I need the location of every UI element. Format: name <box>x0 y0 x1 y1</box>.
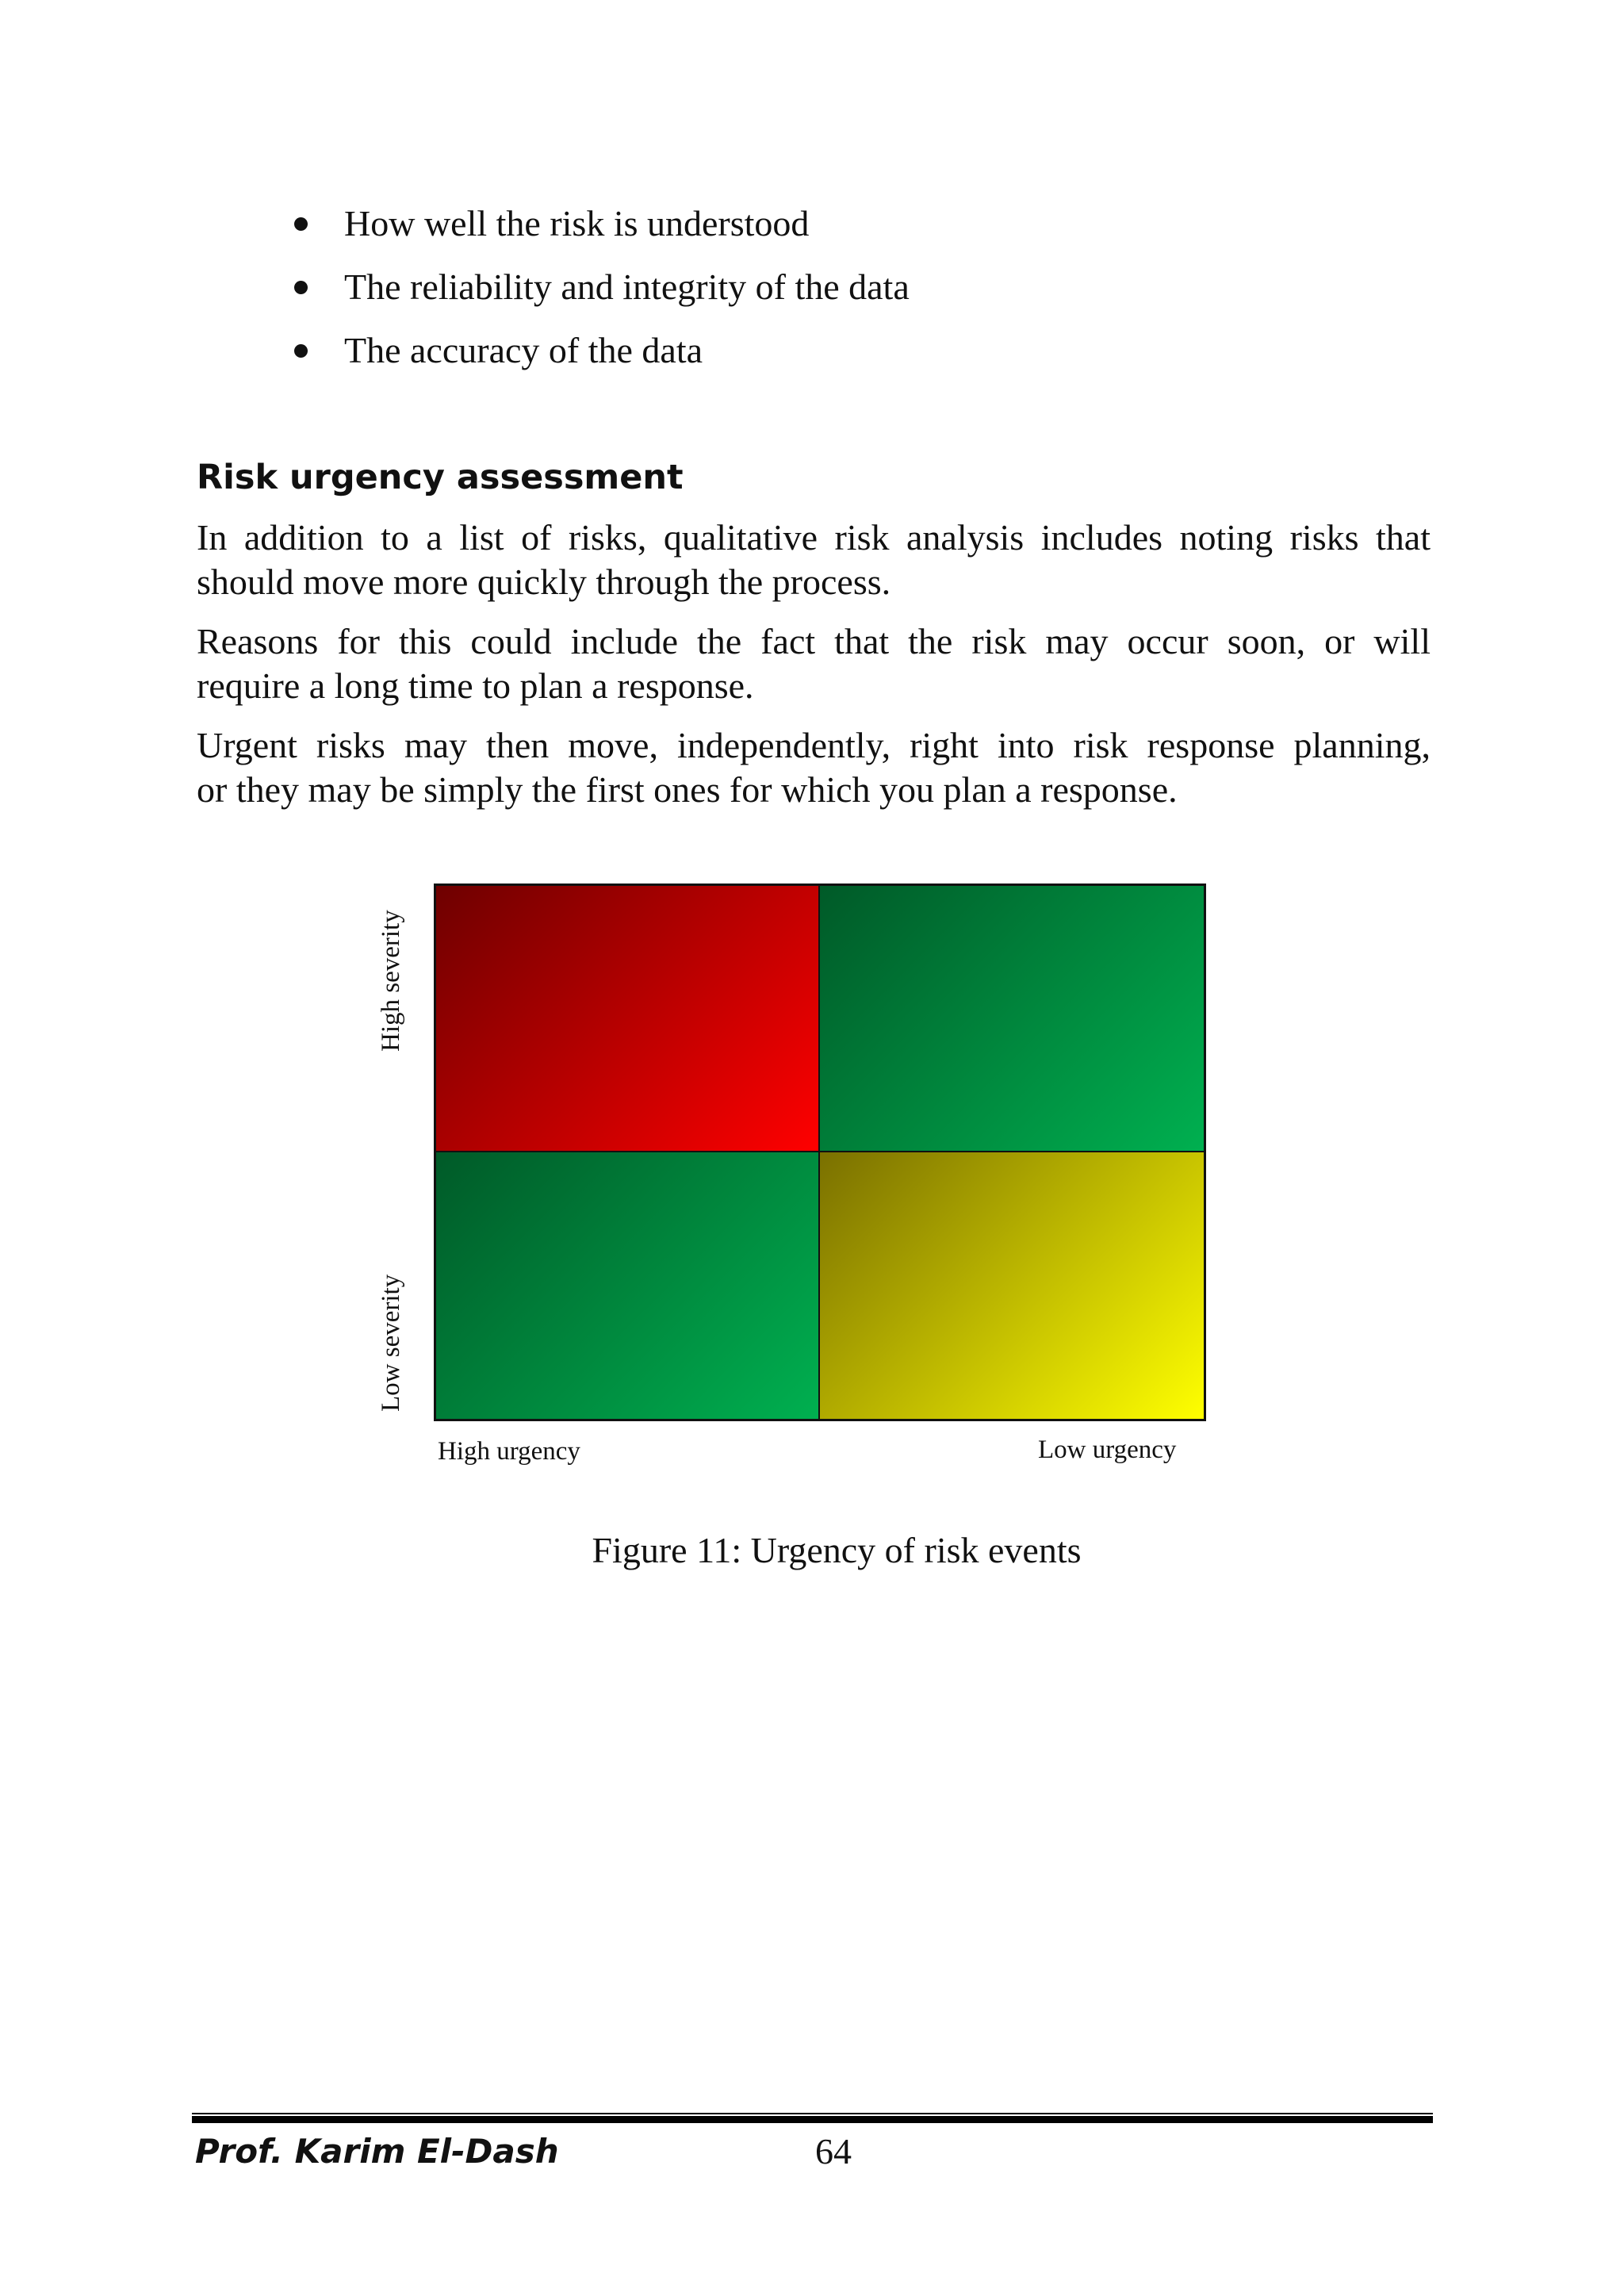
bullet-icon <box>294 344 308 358</box>
footer-rule-thin <box>192 2113 1433 2114</box>
paragraph: Urgent risks may then move, independently, right into risk response planning, or they may be simply the first ones for which you plan a response. <box>197 725 1431 810</box>
bullet-icon <box>294 281 308 294</box>
quadrant-low-severity-high-urgency <box>436 1152 820 1419</box>
footer-rule <box>192 2116 1433 2123</box>
quadrant-high-severity-low-urgency <box>820 886 1204 1152</box>
urgency-severity-matrix <box>434 884 1206 1421</box>
section-heading: Risk urgency assessment <box>197 458 684 497</box>
quadrant-low-severity-low-urgency <box>820 1152 1204 1419</box>
paragraph: In addition to a list of risks, qualitative risk analysis includes noting risks that should move more quickly through the process. <box>197 517 1431 602</box>
y-label-high-severity: High severity <box>377 910 405 1052</box>
x-label-low-urgency: Low urgency <box>1038 1435 1177 1464</box>
quadrant-high-severity-high-urgency <box>436 886 820 1152</box>
y-label-low-severity: Low severity <box>377 1274 405 1412</box>
paragraph: Reasons for this could include the fact that the risk may occur soon, or will require a long time to plan a response. <box>197 621 1431 706</box>
page-number: 64 <box>815 2131 852 2171</box>
footer-author: Prof. Karim El-Dash <box>195 2132 559 2171</box>
x-label-high-urgency: High urgency <box>438 1437 580 1466</box>
bullet-icon <box>294 217 308 231</box>
figure-caption: Figure 11: Urgency of risk events <box>592 1530 1082 1570</box>
